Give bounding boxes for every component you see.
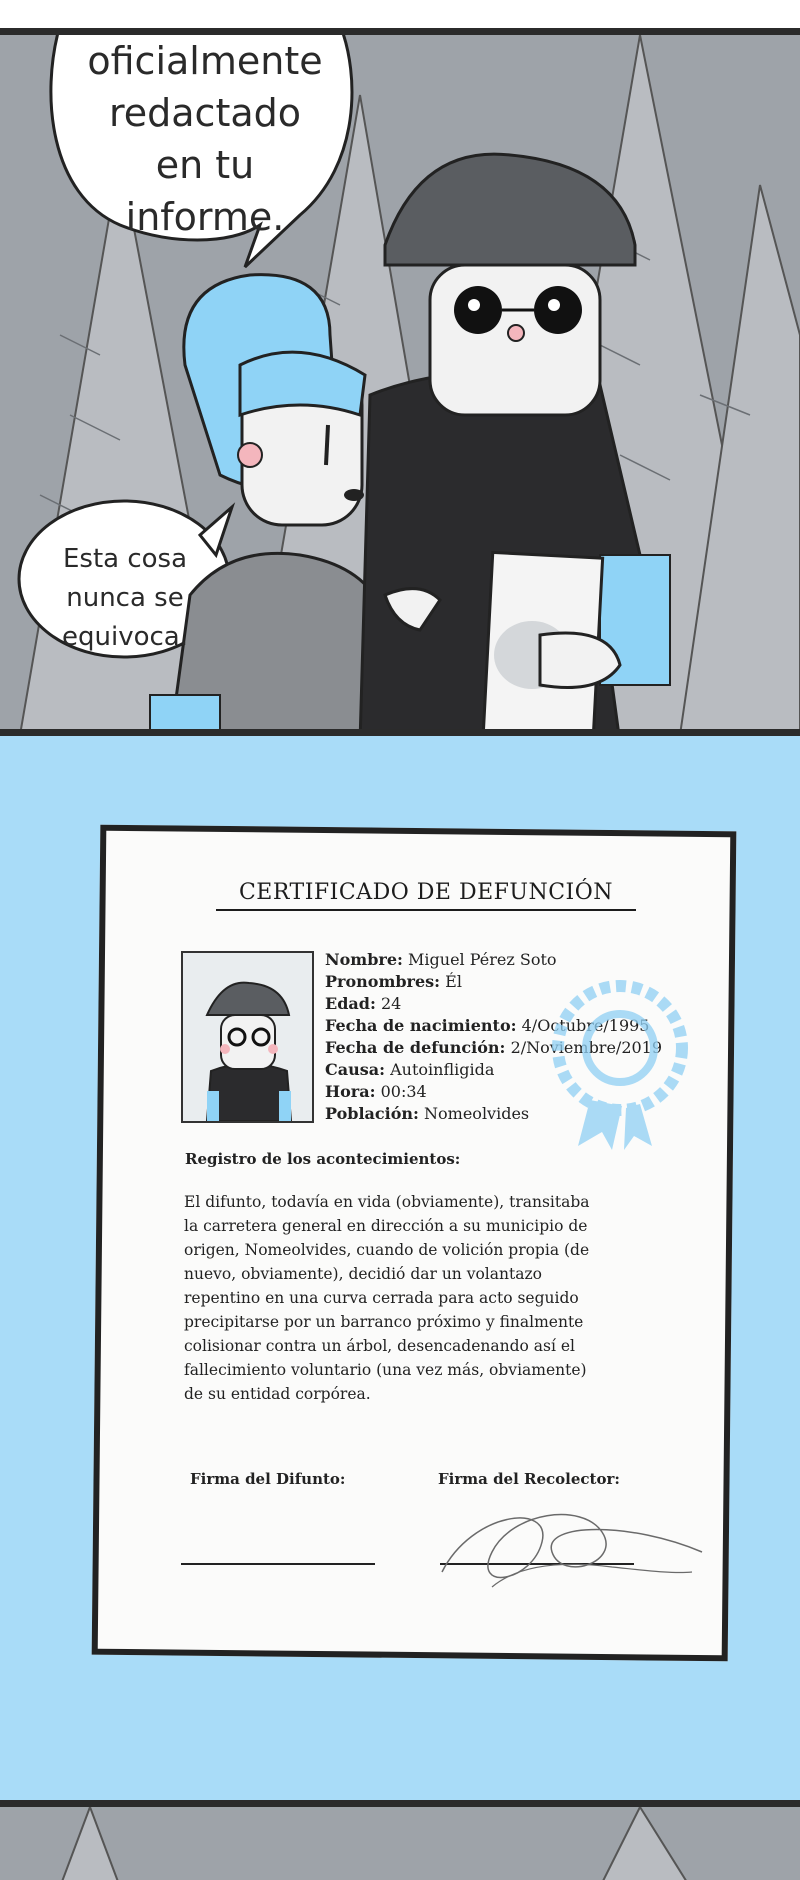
field-value: 4/Octubre/1995 [521,1016,650,1035]
bubble-line: redactado [108,91,302,135]
events-narrative [184,1190,669,1406]
field-label: Hora: [325,1082,376,1101]
narrative-line: de su entidad corpórea. [184,1385,371,1403]
field-label: Fecha de defunción: [325,1038,506,1057]
field-nombre [325,950,557,969]
events-heading: Registro de los acontecimientos: [185,1150,461,1168]
field-value: Nomeolvides [424,1104,530,1123]
field-value: Autoinfligida [390,1060,495,1079]
field-label: Población: [325,1104,419,1123]
field-value: 24 [380,994,402,1013]
narrative-line: la carretera general en dirección a su municipio de [184,1217,588,1235]
narrative-line: fallecimiento voluntario (una vez más, obviamente) [184,1361,587,1379]
bubble-line: equivoca. [62,622,188,652]
field-label: Pronombres: [325,972,441,991]
field-label: Nombre: [325,950,403,969]
comic-panel-bottom [0,1800,800,1880]
field-label: Fecha de nacimiento: [325,1016,517,1035]
field-value: Miguel Pérez Soto [408,950,557,969]
speech-bubble-top-text [80,35,330,243]
bubble-line: oficialmente [87,39,323,83]
comic-panel-top [0,28,800,736]
certificate-title: CERTIFICADO DE DEFUNCIÓN [216,880,636,911]
field-label: Edad: [325,994,376,1013]
official-stamp-icon [530,960,710,1150]
bubble-line: nunca se [66,583,184,613]
bubble-line: Esta cosa [62,544,188,574]
deceased-signature-label: Firma del Difunto: [190,1470,346,1488]
bubble-line: informe. [125,195,285,239]
narrative-line: precipitarse por un barranco próximo y finalmente [184,1313,584,1331]
field-poblacion [325,1104,529,1123]
narrative-line: nuevo, obviamente), decidió dar un volantazo [184,1265,542,1283]
narrative-line: El difunto, todavía en vida (obviamente), transitaba [184,1193,590,1211]
field-edad [325,994,401,1013]
speech-bubble-left-text [30,540,220,657]
narrative-line: colisionar contra un árbol, desencadenando así el [184,1337,575,1355]
field-value: 00:34 [380,1082,427,1101]
bubble-line: en tu [155,143,255,187]
field-value: Él [445,972,462,991]
portrait-image [183,953,312,1121]
field-causa [325,1060,494,1079]
field-label: Causa: [325,1060,386,1079]
narrative-line: repentino en una curva cerrada para acto seguido [184,1289,579,1307]
deceased-signature-line [181,1563,375,1565]
field-hora [325,1082,427,1101]
collector-signature-label: Firma del Recolector: [438,1470,620,1488]
field-pronombres [325,972,462,991]
narrative-line: origen, Nomeolvides, cuando de volición propia (de [184,1241,590,1259]
forest-scene-bottom [0,1807,800,1880]
field-value: 2/Noviembre/2019 [510,1038,663,1057]
collector-signature-scribble [432,1492,712,1602]
portrait-photo [181,951,314,1123]
